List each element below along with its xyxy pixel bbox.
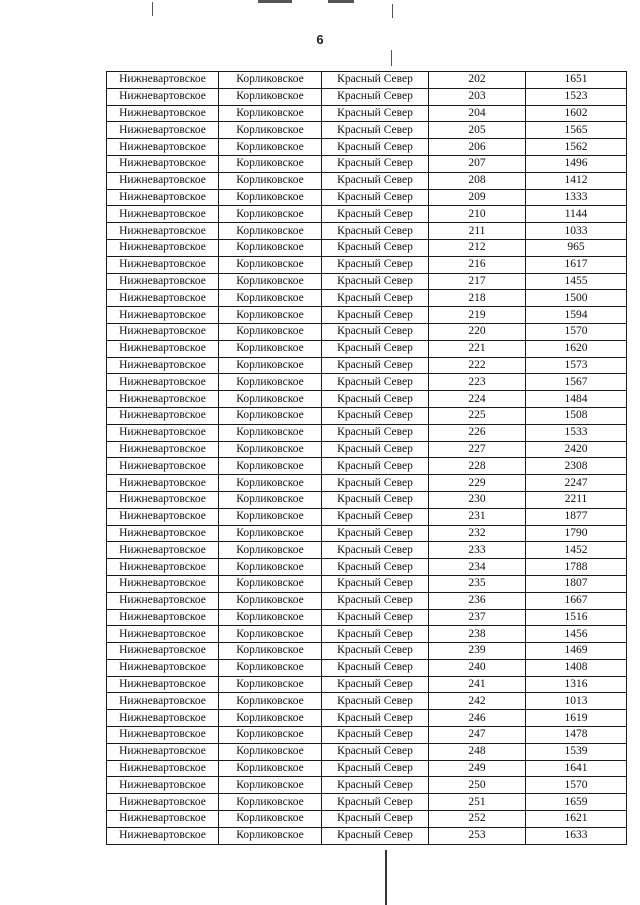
field-cell: Корликовское [219, 710, 322, 727]
company-cell: Красный Север [322, 189, 429, 206]
field-cell: Корликовское [219, 374, 322, 391]
value-cell: 1469 [526, 643, 627, 660]
value-cell: 1621 [526, 811, 627, 828]
district-cell: Нижневартовское [107, 357, 219, 374]
value-cell: 1452 [526, 542, 627, 559]
table-row [107, 374, 627, 391]
value-cell: 1408 [526, 659, 627, 676]
company-cell: Красный Север [322, 609, 429, 626]
field-cell: Корликовское [219, 273, 322, 290]
field-cell: Корликовское [219, 659, 322, 676]
value-cell: 1496 [526, 155, 627, 172]
company-cell: Красный Север [322, 525, 429, 542]
company-cell: Красный Север [322, 206, 429, 223]
value-cell: 1620 [526, 340, 627, 357]
table-row [107, 643, 627, 660]
value-cell: 1641 [526, 760, 627, 777]
table-row [107, 794, 627, 811]
well-number-cell: 240 [429, 659, 526, 676]
district-cell: Нижневартовское [107, 374, 219, 391]
district-cell: Нижневартовское [107, 122, 219, 139]
field-cell: Корликовское [219, 122, 322, 139]
field-cell: Корликовское [219, 727, 322, 744]
value-cell: 1533 [526, 424, 627, 441]
company-cell: Красный Север [322, 626, 429, 643]
table-row [107, 727, 627, 744]
district-cell: Нижневартовское [107, 407, 219, 424]
scan-artifact [392, 4, 393, 18]
table-row [107, 88, 627, 105]
table-row [107, 122, 627, 139]
company-cell: Красный Север [322, 508, 429, 525]
company-cell: Красный Север [322, 323, 429, 340]
value-cell: 2211 [526, 491, 627, 508]
well-number-cell: 250 [429, 777, 526, 794]
company-cell: Красный Север [322, 827, 429, 844]
field-cell: Корликовское [219, 407, 322, 424]
field-cell: Корликовское [219, 491, 322, 508]
field-cell: Корликовское [219, 189, 322, 206]
district-cell: Нижневартовское [107, 626, 219, 643]
value-cell: 1412 [526, 172, 627, 189]
table-row [107, 659, 627, 676]
well-number-cell: 249 [429, 760, 526, 777]
value-cell: 1594 [526, 307, 627, 324]
field-cell: Корликовское [219, 508, 322, 525]
well-number-cell: 207 [429, 155, 526, 172]
district-cell: Нижневартовское [107, 475, 219, 492]
table-row [107, 710, 627, 727]
field-cell: Корликовское [219, 256, 322, 273]
district-cell: Нижневартовское [107, 323, 219, 340]
table-row [107, 273, 627, 290]
company-cell: Красный Север [322, 760, 429, 777]
district-cell: Нижневартовское [107, 777, 219, 794]
district-cell: Нижневартовское [107, 794, 219, 811]
well-number-cell: 235 [429, 575, 526, 592]
field-cell: Корликовское [219, 172, 322, 189]
district-cell: Нижневартовское [107, 273, 219, 290]
district-cell: Нижневартовское [107, 592, 219, 609]
well-number-cell: 204 [429, 105, 526, 122]
district-cell: Нижневартовское [107, 441, 219, 458]
company-cell: Красный Север [322, 710, 429, 727]
value-cell: 1508 [526, 407, 627, 424]
company-cell: Красный Север [322, 743, 429, 760]
table-row [107, 525, 627, 542]
company-cell: Красный Север [322, 441, 429, 458]
table-row [107, 458, 627, 475]
district-cell: Нижневартовское [107, 659, 219, 676]
company-cell: Красный Север [322, 88, 429, 105]
scan-artifact [328, 0, 354, 3]
well-number-cell: 236 [429, 592, 526, 609]
field-cell: Корликовское [219, 475, 322, 492]
company-cell: Красный Север [322, 357, 429, 374]
well-number-cell: 248 [429, 743, 526, 760]
field-cell: Корликовское [219, 676, 322, 693]
field-cell: Корликовское [219, 340, 322, 357]
value-cell: 965 [526, 239, 627, 256]
company-cell: Красный Север [322, 122, 429, 139]
field-cell: Корликовское [219, 559, 322, 576]
value-cell: 1033 [526, 223, 627, 240]
table-row [107, 592, 627, 609]
well-number-cell: 234 [429, 559, 526, 576]
company-cell: Красный Север [322, 256, 429, 273]
value-cell: 1602 [526, 105, 627, 122]
table-row [107, 508, 627, 525]
value-cell: 1573 [526, 357, 627, 374]
district-cell: Нижневартовское [107, 559, 219, 576]
district-cell: Нижневартовское [107, 88, 219, 105]
district-cell: Нижневартовское [107, 155, 219, 172]
district-cell: Нижневартовское [107, 206, 219, 223]
table-row [107, 172, 627, 189]
scan-artifact [258, 0, 292, 3]
well-number-cell: 239 [429, 643, 526, 660]
well-number-cell: 206 [429, 139, 526, 156]
value-cell: 1788 [526, 559, 627, 576]
well-number-cell: 217 [429, 273, 526, 290]
company-cell: Красный Север [322, 374, 429, 391]
well-number-cell: 221 [429, 340, 526, 357]
value-cell: 1633 [526, 827, 627, 844]
district-cell: Нижневартовское [107, 575, 219, 592]
well-number-cell: 222 [429, 357, 526, 374]
value-cell: 1013 [526, 693, 627, 710]
well-number-cell: 210 [429, 206, 526, 223]
district-cell: Нижневартовское [107, 239, 219, 256]
district-cell: Нижневартовское [107, 72, 219, 89]
table-row [107, 491, 627, 508]
well-number-cell: 203 [429, 88, 526, 105]
table-row [107, 827, 627, 844]
district-cell: Нижневартовское [107, 139, 219, 156]
well-number-cell: 251 [429, 794, 526, 811]
district-cell: Нижневартовское [107, 458, 219, 475]
field-cell: Корликовское [219, 424, 322, 441]
value-cell: 1651 [526, 72, 627, 89]
table-row [107, 239, 627, 256]
company-cell: Красный Север [322, 794, 429, 811]
well-number-cell: 211 [429, 223, 526, 240]
field-cell: Корликовское [219, 357, 322, 374]
company-cell: Красный Север [322, 727, 429, 744]
company-cell: Красный Север [322, 105, 429, 122]
company-cell: Красный Север [322, 155, 429, 172]
wells-table [106, 71, 627, 845]
field-cell: Корликовское [219, 290, 322, 307]
value-cell: 1562 [526, 139, 627, 156]
company-cell: Красный Север [322, 340, 429, 357]
company-cell: Красный Север [322, 391, 429, 408]
well-number-cell: 208 [429, 172, 526, 189]
table-row [107, 676, 627, 693]
well-number-cell: 247 [429, 727, 526, 744]
company-cell: Красный Север [322, 811, 429, 828]
value-cell: 1617 [526, 256, 627, 273]
well-number-cell: 227 [429, 441, 526, 458]
table-row [107, 223, 627, 240]
well-number-cell: 232 [429, 525, 526, 542]
table-row [107, 609, 627, 626]
field-cell: Корликовское [219, 811, 322, 828]
table-row [107, 340, 627, 357]
district-cell: Нижневартовское [107, 743, 219, 760]
well-number-cell: 233 [429, 542, 526, 559]
field-cell: Корликовское [219, 155, 322, 172]
table-row [107, 743, 627, 760]
company-cell: Красный Север [322, 458, 429, 475]
field-cell: Корликовское [219, 777, 322, 794]
value-cell: 1619 [526, 710, 627, 727]
value-cell: 1455 [526, 273, 627, 290]
well-number-cell: 252 [429, 811, 526, 828]
company-cell: Красный Север [322, 223, 429, 240]
well-number-cell: 238 [429, 626, 526, 643]
table-row [107, 441, 627, 458]
district-cell: Нижневартовское [107, 340, 219, 357]
district-cell: Нижневартовское [107, 189, 219, 206]
field-cell: Корликовское [219, 760, 322, 777]
table-row [107, 811, 627, 828]
table-row [107, 575, 627, 592]
company-cell: Красный Север [322, 139, 429, 156]
field-cell: Корликовское [219, 223, 322, 240]
company-cell: Красный Север [322, 273, 429, 290]
table-row [107, 475, 627, 492]
district-cell: Нижневартовское [107, 491, 219, 508]
field-cell: Корликовское [219, 458, 322, 475]
value-cell: 1570 [526, 777, 627, 794]
value-cell: 1478 [526, 727, 627, 744]
value-cell: 1790 [526, 525, 627, 542]
value-cell: 1567 [526, 374, 627, 391]
company-cell: Красный Север [322, 559, 429, 576]
company-cell: Красный Север [322, 239, 429, 256]
well-number-cell: 202 [429, 72, 526, 89]
table-row [107, 290, 627, 307]
district-cell: Нижневартовское [107, 676, 219, 693]
company-cell: Красный Север [322, 172, 429, 189]
district-cell: Нижневартовское [107, 643, 219, 660]
table-row [107, 407, 627, 424]
district-cell: Нижневартовское [107, 760, 219, 777]
scan-artifact [385, 850, 387, 905]
value-cell: 1500 [526, 290, 627, 307]
district-cell: Нижневартовское [107, 542, 219, 559]
field-cell: Корликовское [219, 626, 322, 643]
district-cell: Нижневартовское [107, 710, 219, 727]
value-cell: 1316 [526, 676, 627, 693]
well-number-cell: 224 [429, 391, 526, 408]
field-cell: Корликовское [219, 525, 322, 542]
district-cell: Нижневартовское [107, 256, 219, 273]
table-body [107, 72, 627, 845]
value-cell: 1484 [526, 391, 627, 408]
company-cell: Красный Север [322, 575, 429, 592]
value-cell: 1333 [526, 189, 627, 206]
table-row [107, 693, 627, 710]
well-number-cell: 229 [429, 475, 526, 492]
scan-artifact [152, 2, 153, 16]
well-number-cell: 220 [429, 323, 526, 340]
value-cell: 2420 [526, 441, 627, 458]
page-number: 6 [316, 32, 324, 47]
field-cell: Корликовское [219, 88, 322, 105]
table-row [107, 777, 627, 794]
field-cell: Корликовское [219, 575, 322, 592]
table-row [107, 256, 627, 273]
value-cell: 1456 [526, 626, 627, 643]
table-row [107, 155, 627, 172]
company-cell: Красный Север [322, 72, 429, 89]
field-cell: Корликовское [219, 323, 322, 340]
table-row [107, 206, 627, 223]
table-row [107, 139, 627, 156]
field-cell: Корликовское [219, 139, 322, 156]
well-number-cell: 225 [429, 407, 526, 424]
district-cell: Нижневартовское [107, 609, 219, 626]
well-number-cell: 253 [429, 827, 526, 844]
company-cell: Красный Север [322, 407, 429, 424]
district-cell: Нижневартовское [107, 727, 219, 744]
table-row [107, 391, 627, 408]
value-cell: 1523 [526, 88, 627, 105]
table-row [107, 323, 627, 340]
well-number-cell: 230 [429, 491, 526, 508]
field-cell: Корликовское [219, 239, 322, 256]
district-cell: Нижневартовское [107, 172, 219, 189]
table-row [107, 357, 627, 374]
value-cell: 1539 [526, 743, 627, 760]
field-cell: Корликовское [219, 206, 322, 223]
table-row [107, 189, 627, 206]
well-number-cell: 241 [429, 676, 526, 693]
well-number-cell: 216 [429, 256, 526, 273]
district-cell: Нижневартовское [107, 525, 219, 542]
well-number-cell: 231 [429, 508, 526, 525]
field-cell: Корликовское [219, 609, 322, 626]
field-cell: Корликовское [219, 441, 322, 458]
value-cell: 1659 [526, 794, 627, 811]
field-cell: Корликовское [219, 72, 322, 89]
well-number-cell: 212 [429, 239, 526, 256]
field-cell: Корликовское [219, 391, 322, 408]
field-cell: Корликовское [219, 794, 322, 811]
district-cell: Нижневартовское [107, 424, 219, 441]
well-number-cell: 242 [429, 693, 526, 710]
company-cell: Красный Север [322, 676, 429, 693]
table-row [107, 559, 627, 576]
district-cell: Нижневартовское [107, 693, 219, 710]
field-cell: Корликовское [219, 827, 322, 844]
well-number-cell: 219 [429, 307, 526, 324]
table-row [107, 105, 627, 122]
value-cell: 1877 [526, 508, 627, 525]
well-number-cell: 226 [429, 424, 526, 441]
field-cell: Корликовское [219, 693, 322, 710]
well-number-cell: 246 [429, 710, 526, 727]
field-cell: Корликовское [219, 592, 322, 609]
field-cell: Корликовское [219, 743, 322, 760]
value-cell: 1667 [526, 592, 627, 609]
well-number-cell: 223 [429, 374, 526, 391]
company-cell: Красный Север [322, 307, 429, 324]
well-number-cell: 228 [429, 458, 526, 475]
well-number-cell: 209 [429, 189, 526, 206]
table-row [107, 307, 627, 324]
value-cell: 1516 [526, 609, 627, 626]
district-cell: Нижневартовское [107, 307, 219, 324]
company-cell: Красный Север [322, 542, 429, 559]
district-cell: Нижневартовское [107, 391, 219, 408]
company-cell: Красный Север [322, 491, 429, 508]
company-cell: Красный Север [322, 643, 429, 660]
scan-artifact [391, 50, 392, 66]
value-cell: 2247 [526, 475, 627, 492]
company-cell: Красный Север [322, 424, 429, 441]
value-cell: 1807 [526, 575, 627, 592]
value-cell: 1144 [526, 206, 627, 223]
district-cell: Нижневартовское [107, 811, 219, 828]
table-row [107, 542, 627, 559]
field-cell: Корликовское [219, 643, 322, 660]
value-cell: 1565 [526, 122, 627, 139]
district-cell: Нижневартовское [107, 223, 219, 240]
table-row [107, 760, 627, 777]
district-cell: Нижневартовское [107, 105, 219, 122]
district-cell: Нижневартовское [107, 508, 219, 525]
well-number-cell: 237 [429, 609, 526, 626]
district-cell: Нижневартовское [107, 827, 219, 844]
company-cell: Красный Север [322, 693, 429, 710]
company-cell: Красный Север [322, 475, 429, 492]
district-cell: Нижневартовское [107, 290, 219, 307]
table-row [107, 626, 627, 643]
company-cell: Красный Север [322, 777, 429, 794]
value-cell: 2308 [526, 458, 627, 475]
value-cell: 1570 [526, 323, 627, 340]
table-row [107, 424, 627, 441]
table-row [107, 72, 627, 89]
company-cell: Красный Север [322, 659, 429, 676]
well-number-cell: 205 [429, 122, 526, 139]
field-cell: Корликовское [219, 105, 322, 122]
field-cell: Корликовское [219, 542, 322, 559]
field-cell: Корликовское [219, 307, 322, 324]
company-cell: Красный Север [322, 592, 429, 609]
well-number-cell: 218 [429, 290, 526, 307]
company-cell: Красный Север [322, 290, 429, 307]
